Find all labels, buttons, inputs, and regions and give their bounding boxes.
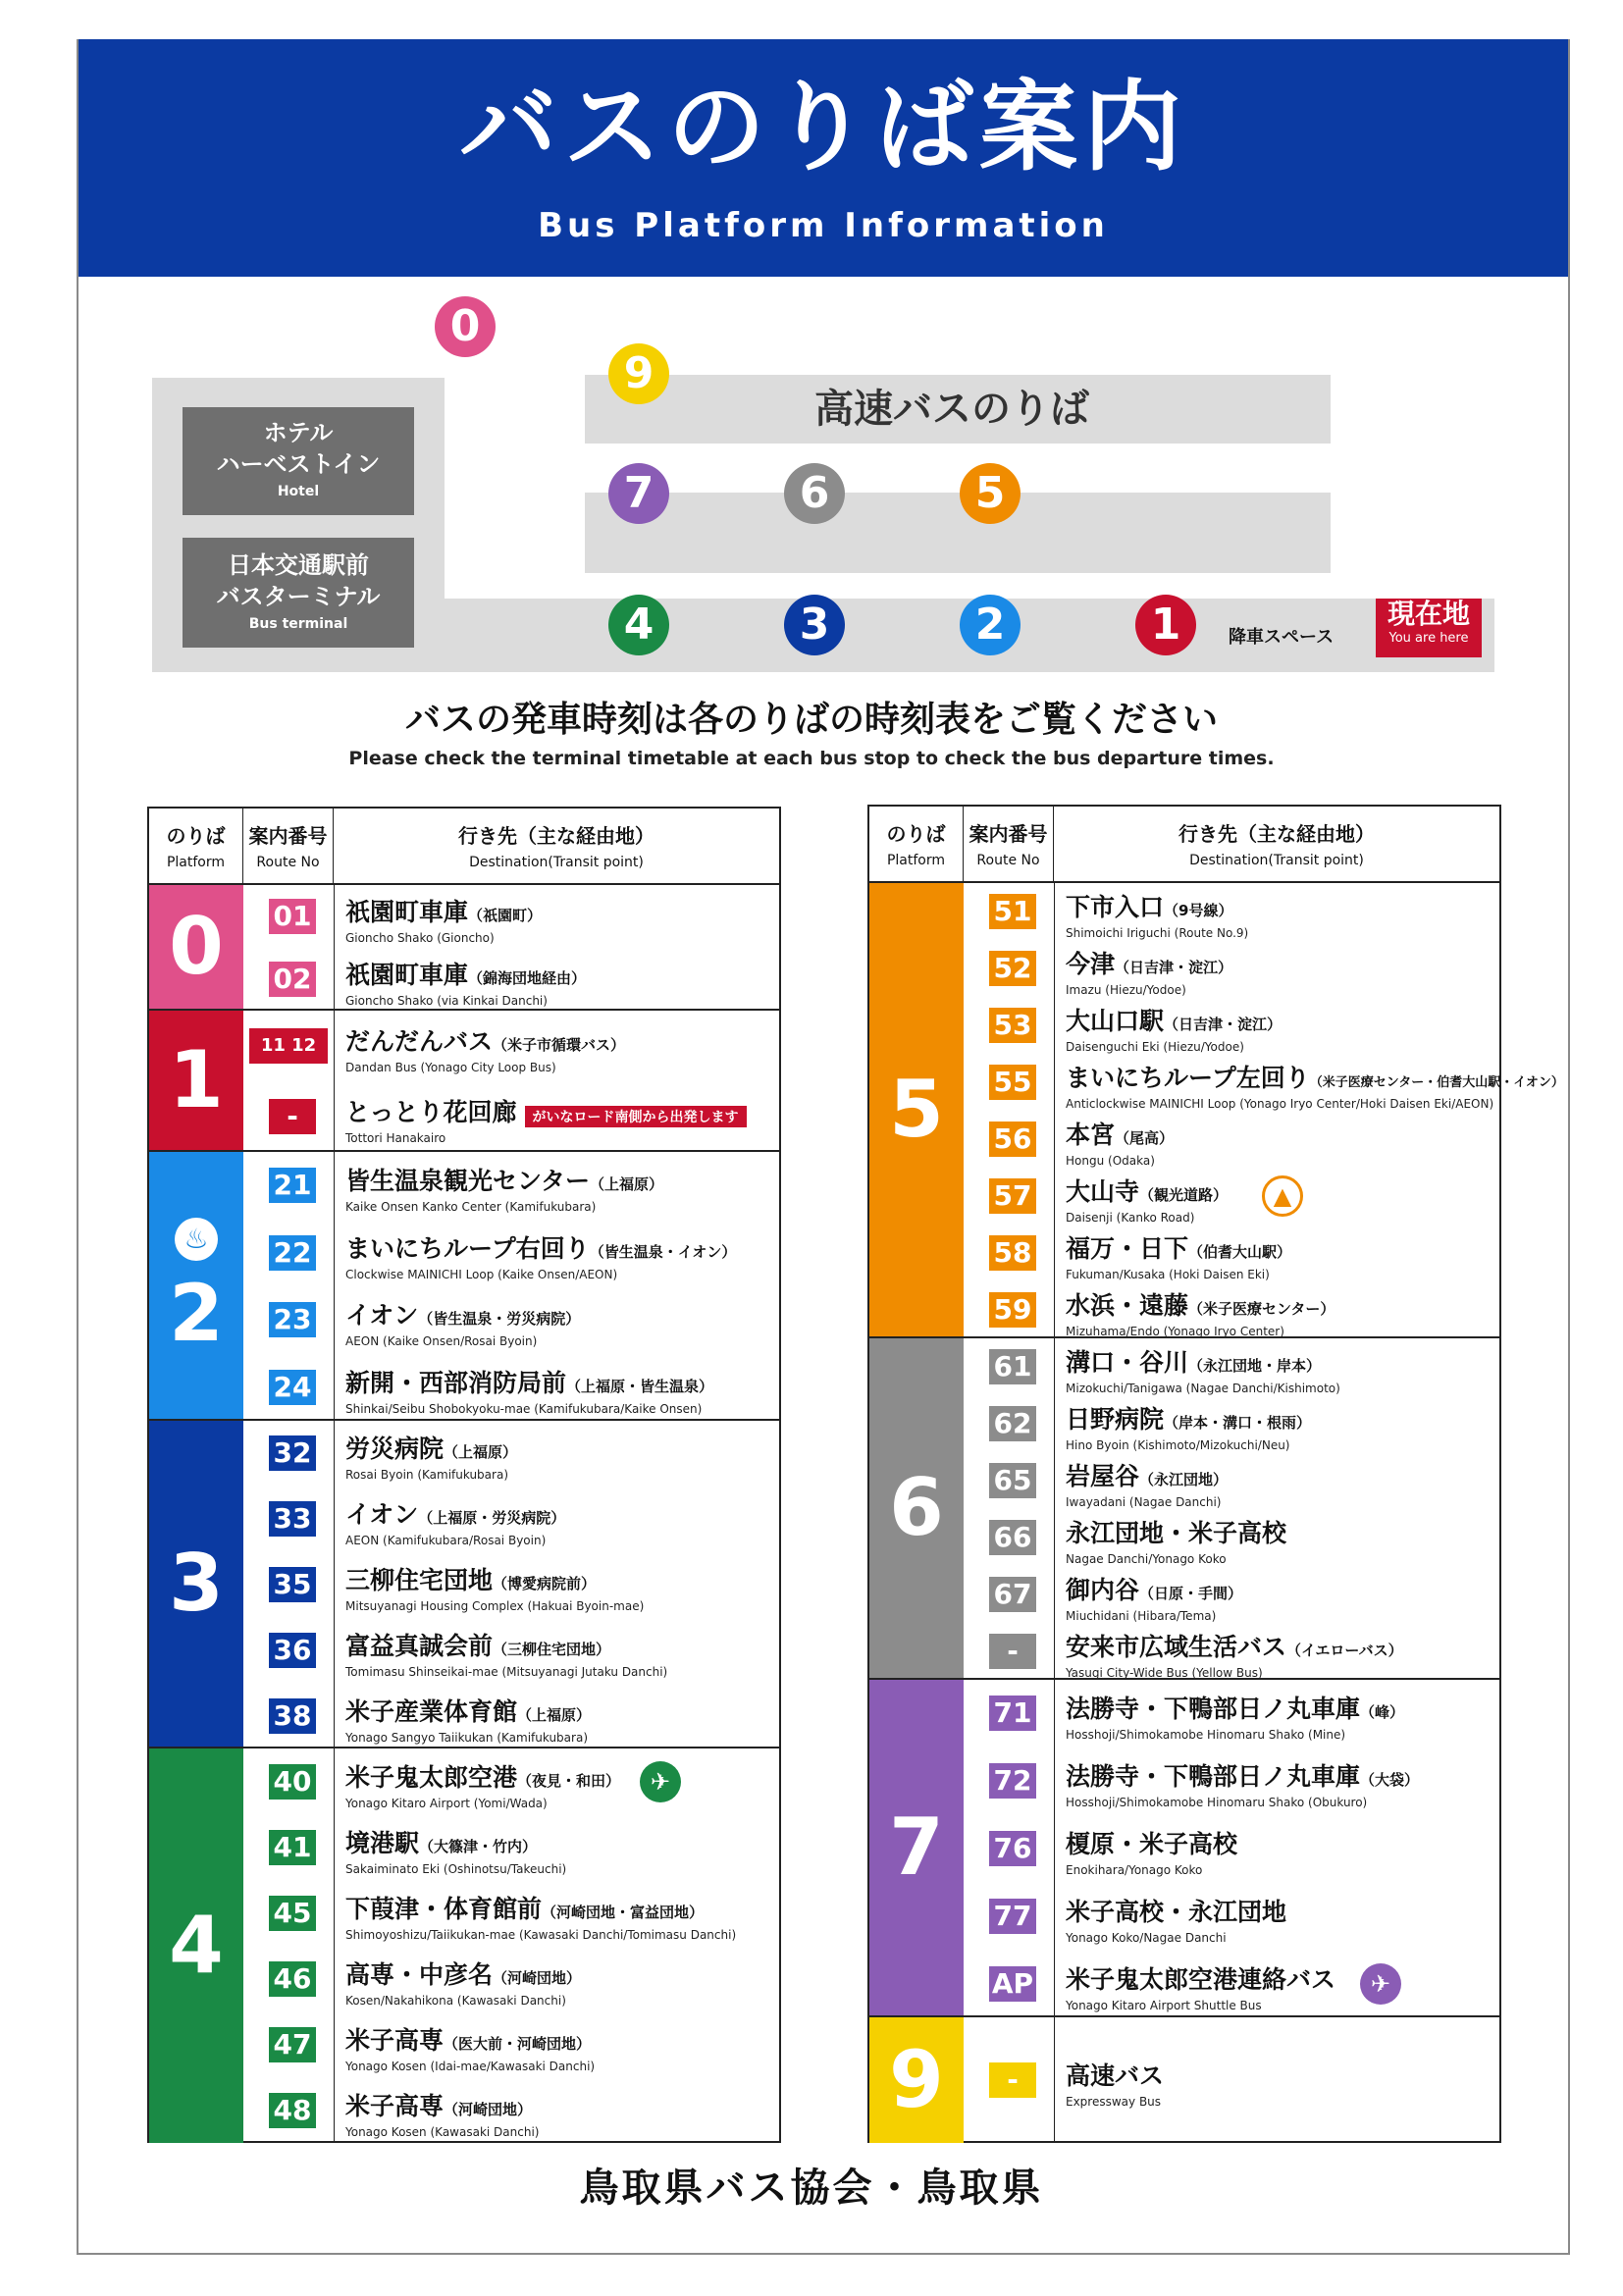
platform-cell	[869, 1680, 964, 2015]
transit-point: （観光道路）	[1139, 1186, 1229, 1204]
transit-point: （河崎団地）	[493, 1968, 582, 1987]
platform-table-right	[867, 805, 1564, 2143]
header-destination-ja: 行き先（主な経由地）	[458, 824, 654, 848]
transit-point: （米子医療センター）	[1188, 1300, 1335, 1318]
route-number-badge: 66	[989, 1520, 1036, 1555]
destination-english: Shimoichi Iriguchi (Route No.9)	[1066, 926, 1249, 940]
destination	[345, 1561, 644, 1613]
destination-name: 境港駅	[345, 1828, 420, 1857]
header-banner	[79, 39, 1568, 277]
destination-name: 今津	[1066, 950, 1116, 978]
alighting-space-label: 降車スペース	[1229, 627, 1335, 648]
destination	[345, 956, 586, 1008]
transit-point: （日吉津・淀江）	[1115, 959, 1233, 976]
destination-english: Anticlockwise MAINICHI Loop (Yonago Iryo Center/Hoki Daisen Eki/AEON)	[1066, 1097, 1494, 1111]
destination-name: 下葭津・体育館前	[345, 1894, 543, 1923]
destination-english: Hosshoji/Shimokamobe Hinomaru Shako (Mine)	[1066, 1728, 1346, 1743]
destination-name: 富益真誠会前	[345, 1631, 494, 1660]
column-divider	[334, 1152, 335, 1419]
column-divider	[1054, 883, 1055, 1336]
destination	[1066, 1893, 1286, 1945]
transit-point: （博愛病院前）	[493, 1575, 597, 1592]
header-destination-en: Destination(Transit point)	[469, 855, 644, 870]
destination-name: まいにちループ左回り	[1066, 1064, 1310, 1092]
transit-point: （上福原・皆生温泉）	[566, 1377, 714, 1395]
destination-name: 祇園町車庫	[345, 961, 469, 989]
route-number-badge: 41	[269, 1830, 316, 1865]
destination-name: 岩屋谷	[1066, 1462, 1140, 1490]
you-are-here-ja: 現在地	[1387, 598, 1470, 630]
timetable-note-en: Please check the terminal timetable at each bus stop to check the bus departure times.	[348, 748, 1275, 769]
destination-name: 本宮	[1066, 1121, 1116, 1149]
route-number-badge: -	[989, 1634, 1036, 1669]
transit-point: （三柳住宅団地）	[493, 1640, 611, 1658]
transit-point: （大袋）	[1360, 1771, 1420, 1790]
destination-name: 福万・日下	[1066, 1234, 1189, 1263]
destination	[1066, 1960, 1335, 2012]
hotel-name-2: ハーベストイン	[216, 450, 381, 478]
destination	[1066, 945, 1232, 997]
destination-english: Shinkai/Seibu Shobokyoku-mae (Kamifukubara/Kaike Onsen)	[345, 1401, 703, 1416]
destination-name: とっとり花回廊	[345, 1098, 517, 1126]
destination-name: まいにちループ右回り	[345, 1233, 590, 1263]
destination	[1066, 1690, 1404, 1742]
route-number-badge: 56	[989, 1122, 1036, 1157]
header-platform	[149, 809, 243, 883]
destination-english: AEON (Kamifukubara/Rosai Byoin)	[345, 1534, 547, 1548]
departure-note-tag: がいなロード南側から出発します	[525, 1106, 747, 1127]
map-platform-7: 7	[608, 463, 669, 524]
route-number-badge: 38	[269, 1698, 316, 1734]
destination-name: 三柳住宅団地	[345, 1566, 494, 1594]
destination-english: Hosshoji/Shimokamobe Hinomaru Shako (Obukuro)	[1066, 1796, 1368, 1810]
terminal-name-1: 日本交通駅前	[228, 551, 369, 579]
destination-english: Yonago Kosen (Idai-mae/Kawasaki Danchi)	[345, 2059, 596, 2073]
platform-number: 6	[889, 1462, 944, 1553]
destination-name: 米子鬼太郎空港	[345, 1762, 518, 1792]
route-number-badge: -	[989, 2062, 1036, 2098]
destination	[345, 1956, 581, 2008]
destination	[1066, 1628, 1403, 1680]
header-route-en: Route No	[256, 855, 320, 870]
header-platform-ja: のりば	[166, 824, 226, 848]
destination-english: Expressway Bus	[1066, 2095, 1162, 2109]
route-number-badge: 57	[989, 1178, 1036, 1214]
transit-point: （河崎団地）	[444, 2100, 533, 2118]
destination-english: Tottori Hanakairo	[345, 1131, 446, 1145]
transit-point: （日吉津・淀江）	[1164, 1016, 1283, 1033]
destination-english: Fukuman/Kusaka (Hoki Daisen Eki)	[1066, 1268, 1270, 1281]
platform-cell	[149, 885, 243, 1009]
platform-cell	[149, 1421, 243, 1747]
destination-english: Shimoyoshizu/Taiikukan-mae (Kawasaki Danchi/Tomimasu Danchi)	[345, 1927, 737, 1942]
destination-name: 榎原・米子高校	[1066, 1830, 1238, 1858]
map-platform-0: 0	[435, 296, 496, 357]
route-number-badge: 45	[269, 1896, 316, 1931]
route-number-badge: 32	[269, 1435, 316, 1471]
page-subtitle: Bus Platform Information	[538, 206, 1109, 245]
header-route-ja: 案内番号	[248, 824, 328, 848]
bus-terminal-box	[183, 538, 414, 648]
destination-english: Hongu (Odaka)	[1066, 1154, 1155, 1168]
you-are-here-en: You are here	[1388, 631, 1469, 646]
header-route-en: Route No	[976, 853, 1040, 868]
terminal-name-en: Bus terminal	[248, 616, 348, 632]
route-number-badge: 62	[989, 1406, 1036, 1441]
route-number-badge: 22	[269, 1235, 316, 1271]
destination-english: Mitsuyanagi Housing Complex (Hakuai Byoin-mae)	[345, 1599, 645, 1613]
destination-english: Daisenguchi Eki (Hiezu/Yodoe)	[1066, 1040, 1244, 1054]
destination-english: Gioncho Shako (Gioncho)	[345, 931, 495, 945]
route-number-badge: 53	[989, 1008, 1036, 1043]
platform-number: 5	[889, 1064, 944, 1155]
mountain-icon: ▲	[1262, 1175, 1303, 1217]
destination	[1066, 1457, 1228, 1509]
route-number-badge: 35	[269, 1567, 316, 1602]
map-platform-5: 5	[960, 463, 1021, 524]
destination-english: Yonago Kitaro Airport Shuttle Bus	[1066, 1998, 1262, 2012]
destination-english: Enokihara/Yonago Koko	[1066, 1863, 1203, 1877]
destination-english: Nagae Danchi/Yonago Koko	[1066, 1552, 1227, 1566]
destination-name: 溝口・谷川	[1066, 1348, 1189, 1377]
destination	[345, 1824, 566, 1876]
route-number-badge: 58	[989, 1235, 1036, 1271]
destination	[1066, 888, 1248, 940]
destination-english: Iwayadani (Nagae Danchi)	[1066, 1495, 1222, 1509]
header-platform-en: Platform	[886, 853, 946, 868]
route-number-badge: 51	[989, 894, 1036, 929]
transit-point: （錦海団地経由）	[468, 969, 587, 987]
header-destination-en: Destination(Transit point)	[1189, 853, 1364, 868]
route-number-badge: 33	[269, 1501, 316, 1537]
platform-number: 1	[169, 1034, 224, 1125]
platform-group-2	[149, 1152, 779, 1421]
platform-group-0	[149, 885, 779, 1011]
destination	[345, 1093, 747, 1145]
route-number-badge: 23	[269, 1302, 316, 1337]
destination-english: Yonago Kosen (Kawasaki Danchi)	[345, 2124, 540, 2139]
header-platform-en: Platform	[166, 855, 226, 870]
transit-point: （永江団地・岸本）	[1188, 1357, 1322, 1375]
destination	[1066, 1002, 1282, 1054]
map-platform-2: 2	[960, 595, 1021, 655]
destination-english: Tomimasu Shinseikai-mae (Mitsuyanagi Jutaku Danchi)	[345, 1664, 668, 1679]
platform-cell	[149, 1011, 243, 1150]
destination-english: Kosen/Nakahikona (Kawasaki Danchi)	[345, 1993, 566, 2008]
destination-english: Yonago Sangyo Taiikukan (Kamifukubara)	[345, 1730, 588, 1745]
transit-point: （伯耆大山駅）	[1188, 1243, 1292, 1261]
destination-name: 水浜・遠藤	[1066, 1291, 1189, 1320]
route-number-badge: 65	[989, 1463, 1036, 1498]
transit-point: （医大前・河崎団地）	[444, 2034, 592, 2053]
destination-english: Rosai Byoin (Kamifukubara)	[345, 1468, 508, 1483]
destination	[345, 893, 542, 945]
transit-point: （米子市循環バス）	[493, 1036, 626, 1054]
route-number-badge: 11 12 13	[249, 1028, 328, 1064]
platform-cell	[869, 883, 964, 1336]
destination	[345, 1229, 736, 1281]
destination-english: Gioncho Shako (via Kinkai Danchi)	[345, 994, 548, 1008]
platform-group-6	[869, 1338, 1499, 1680]
destination-name: イオン	[345, 1301, 419, 1331]
route-number-badge: 72	[989, 1763, 1036, 1799]
destination-name: イオン	[345, 1500, 419, 1530]
table-header	[149, 809, 779, 885]
column-divider	[334, 1748, 335, 2143]
route-number-badge: 40	[269, 1764, 316, 1800]
you-are-here-marker	[1376, 599, 1482, 657]
column-divider	[1054, 1680, 1055, 2015]
route-number-badge: 24	[269, 1370, 316, 1405]
destination	[345, 1890, 736, 1942]
destination-name: 労災病院	[345, 1435, 445, 1464]
destination	[1066, 1825, 1237, 1877]
header-destination	[1054, 807, 1499, 881]
destination-name: 大山寺	[1066, 1177, 1140, 1206]
transit-point: （岸本・溝口・根雨）	[1164, 1414, 1312, 1432]
map-lane-middle	[585, 493, 1331, 573]
hotel-name-en: Hotel	[277, 484, 320, 499]
destination-name: 法勝寺・下鴨部日ノ丸車庫	[1066, 1762, 1361, 1792]
transit-point: （峰）	[1360, 1703, 1405, 1722]
column-divider	[334, 1421, 335, 1747]
destination-name: 祇園町車庫	[345, 898, 469, 926]
destination-english: Daisenji (Kanko Road)	[1066, 1211, 1195, 1225]
destination-name: 日野病院	[1066, 1405, 1165, 1434]
map-platform-9: 9	[608, 343, 669, 404]
map-platform-1: 1	[1135, 595, 1196, 655]
route-number-badge: 48	[269, 2093, 316, 2128]
transit-point: （皆生温泉・労災病院）	[418, 1310, 581, 1329]
destination-name: 高専・中彦名	[345, 1959, 494, 1989]
transit-point: （永江団地）	[1139, 1471, 1229, 1488]
destination	[1066, 1571, 1242, 1623]
platform-group-5	[869, 883, 1564, 1338]
destination-name: 皆生温泉観光センター	[345, 1167, 591, 1196]
destination-name: 安来市広域生活バス	[1066, 1633, 1287, 1661]
terminal-name-2: バスターミナル	[216, 583, 381, 610]
route-number-badge: 76	[989, 1831, 1036, 1866]
destination	[345, 1495, 565, 1547]
column-divider	[1054, 2017, 1055, 2143]
destination-name: 新開・西部消防局前	[345, 1368, 567, 1397]
table-header	[869, 807, 1499, 883]
transit-point: （大篠津・竹内）	[419, 1837, 538, 1855]
destination	[345, 1022, 625, 1074]
platform-group-1	[149, 1011, 779, 1152]
destination	[1066, 1400, 1311, 1452]
header-platform-ja: のりば	[886, 822, 946, 846]
destination-name: 高速バス	[1066, 2061, 1165, 2090]
publisher-footer: 鳥取県バス協会・鳥取県	[579, 2166, 1044, 2211]
platform-table-left	[147, 807, 781, 2143]
platform-group-3	[149, 1421, 779, 1748]
destination	[1066, 1059, 1564, 1111]
destination-name: 大山口駅	[1066, 1007, 1165, 1035]
header-route-ja: 案内番号	[969, 822, 1048, 846]
destination-name: 米子高専	[345, 2091, 445, 2120]
destination-english: Imazu (Hiezu/Yodoe)	[1066, 983, 1186, 997]
highway-bus-label: 高速バスのりば	[814, 387, 1089, 432]
route-number-badge: 01	[269, 899, 316, 934]
destination-english: AEON (Kaike Onsen/Rosai Byoin)	[345, 1334, 538, 1349]
transit-point: （尾高）	[1115, 1129, 1175, 1147]
route-number-badge: AP	[989, 1966, 1036, 2002]
destination-english: Hino Byoin (Kishimoto/Mizokuchi/Neu)	[1066, 1438, 1290, 1452]
header-destination	[334, 809, 779, 883]
destination	[345, 1364, 713, 1416]
hotel-name-1: ホテル	[263, 419, 334, 446]
transit-point: （米子医療センター・伯耆大山駅・イオン）	[1309, 1075, 1564, 1090]
transit-point: （上福原・労災病院）	[418, 1509, 566, 1528]
destination-english: Yonago Kitaro Airport (Yomi/Wada)	[345, 1796, 548, 1810]
destination-english: Yonago Koko/Nagae Danchi	[1066, 1930, 1227, 1945]
destination-name: 米子高校・永江団地	[1066, 1897, 1287, 1926]
platform-number: 2	[169, 1268, 224, 1359]
destination	[1066, 1757, 1419, 1809]
destination	[1066, 1286, 1335, 1338]
destination-english: Yasugi City-Wide Bus (Yellow Bus)	[1066, 1666, 1263, 1680]
map-platform-6: 6	[784, 463, 845, 524]
platform-number: 0	[169, 901, 224, 992]
route-number-badge: 52	[989, 951, 1036, 986]
destination	[1066, 2057, 1164, 2109]
hot-spring-icon: ♨	[175, 1218, 218, 1261]
map-platform-4: 4	[608, 595, 669, 655]
destination-english: Clockwise MAINICHI Loop (Kaike Onsen/AEON)	[345, 1267, 618, 1281]
transit-point: （上福原）	[590, 1175, 664, 1194]
destination	[345, 2021, 595, 2073]
platform-group-9	[869, 2017, 1499, 2143]
transit-point: （上福原）	[444, 1443, 518, 1462]
destination-name: だんだんバス	[345, 1027, 494, 1056]
destination	[345, 1296, 580, 1348]
destination-name: 永江団地・米子高校	[1066, 1519, 1287, 1547]
platform-number: 4	[169, 1900, 224, 1991]
destination-name: 御内谷	[1066, 1576, 1140, 1604]
route-number-badge: -	[269, 1099, 316, 1134]
platform-number: 3	[169, 1538, 224, 1629]
route-number-badge: 36	[269, 1633, 316, 1668]
column-divider	[1054, 1338, 1055, 1678]
destination	[345, 1693, 591, 1745]
platform-cell	[149, 1152, 243, 1419]
destination-english: Sakaiminato Eki (Oshinotsu/Takeuchi)	[345, 1861, 567, 1876]
destination	[1066, 1229, 1291, 1281]
platform-group-4	[149, 1748, 779, 2143]
platform-group-7	[869, 1680, 1499, 2017]
destination-name: 法勝寺・下鴨部日ノ丸車庫	[1066, 1695, 1361, 1724]
map-platform-3: 3	[784, 595, 845, 655]
route-number-badge: 67	[989, 1577, 1036, 1612]
route-number-badge: 47	[269, 2027, 316, 2062]
destination-name: 米子産業体育館	[345, 1696, 518, 1726]
destination-english: Mizokuchi/Tanigawa (Nagae Danchi/Kishimoto)	[1066, 1382, 1340, 1395]
route-number-badge: 71	[989, 1696, 1036, 1731]
route-number-badge: 61	[989, 1349, 1036, 1384]
route-number-badge: 77	[989, 1899, 1036, 1934]
header-destination-ja: 行き先（主な経由地）	[1178, 822, 1375, 846]
route-number-badge: 55	[989, 1065, 1036, 1100]
route-number-badge: 46	[269, 1961, 316, 1997]
destination	[345, 1758, 620, 1810]
transit-point: （イエローバス）	[1286, 1642, 1403, 1659]
destination-english: Kaike Onsen Kanko Center (Kamifukubara)	[345, 1200, 597, 1215]
destination	[345, 2087, 539, 2139]
platform-cell	[869, 1338, 964, 1678]
column-divider	[334, 1011, 335, 1150]
destination	[1066, 1173, 1228, 1225]
destination	[345, 1627, 667, 1679]
route-number-badge: 59	[989, 1292, 1036, 1328]
platform-number: 7	[889, 1801, 944, 1893]
platform-cell	[869, 2017, 964, 2143]
destination-name: 下市入口	[1066, 893, 1165, 921]
destination	[345, 1430, 517, 1482]
airplane-icon: ✈	[640, 1761, 681, 1802]
destination	[345, 1162, 663, 1214]
destination	[1066, 1116, 1174, 1168]
transit-point: （夜見・和田）	[517, 1771, 621, 1790]
transit-point: （皆生温泉・イオン）	[589, 1242, 737, 1261]
timetable-note-ja: バスの発車時刻は各のりばの時刻表をご覧ください	[404, 700, 1218, 740]
transit-point: （日原・手間）	[1139, 1585, 1243, 1602]
destination-english: Miuchidani (Hibara/Tema)	[1066, 1609, 1217, 1623]
transit-point: （祇園町）	[468, 907, 543, 924]
transit-point: （上福原）	[517, 1705, 592, 1724]
page-title: バスのりば案内	[459, 70, 1187, 184]
destination	[1066, 1514, 1286, 1566]
transit-point: （9号線）	[1164, 902, 1233, 919]
destination	[1066, 1343, 1340, 1395]
column-divider	[334, 885, 335, 1009]
route-number-badge: 02	[269, 962, 316, 997]
airplane-icon: ✈	[1360, 1963, 1401, 2005]
platform-cell	[149, 1748, 243, 2143]
transit-point: （河崎団地・富益団地）	[542, 1903, 705, 1921]
header-route	[243, 809, 334, 883]
destination-name: 米子高専	[345, 2025, 445, 2055]
destination-english: Mizuhama/Endo (Yonago Iryo Center)	[1066, 1325, 1284, 1338]
header-platform	[869, 807, 964, 881]
route-number-badge: 21	[269, 1168, 316, 1203]
hotel-box	[183, 407, 414, 515]
destination-name: 米子鬼太郎空港連絡バス	[1066, 1964, 1336, 1994]
header-route	[964, 807, 1054, 881]
destination-english: Dandan Bus (Yonago City Loop Bus)	[345, 1061, 556, 1074]
platform-number: 9	[889, 2034, 944, 2125]
